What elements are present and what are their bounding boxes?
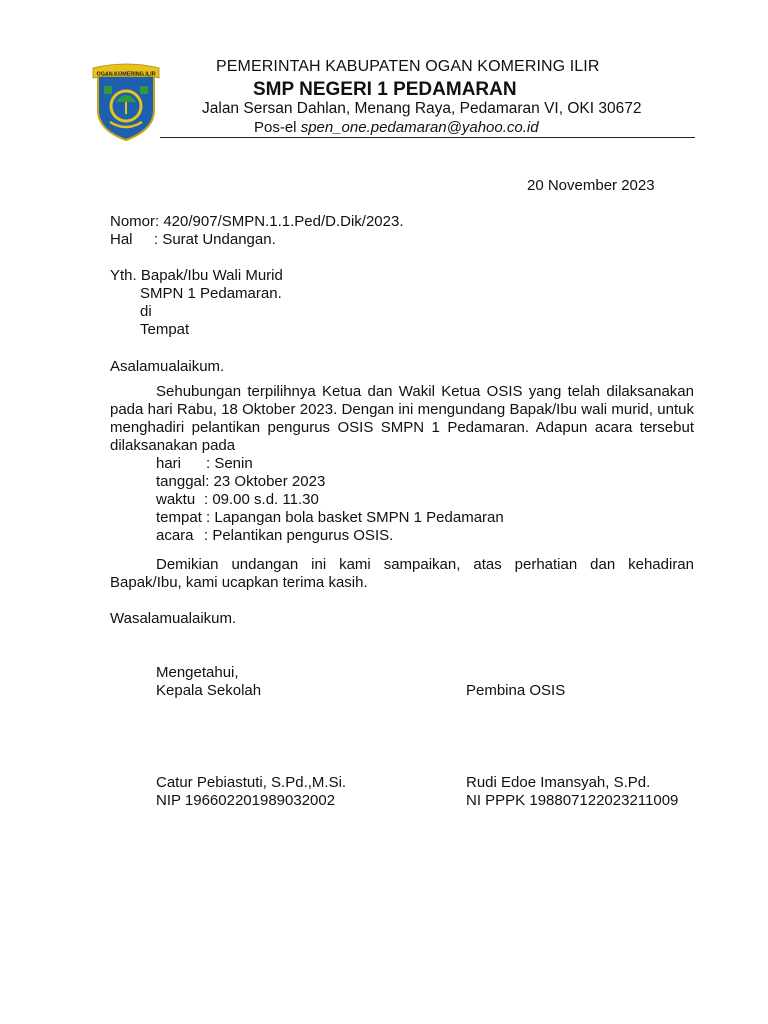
detail-key: hari (156, 455, 182, 472)
principal-title: Kepala Sekolah (156, 682, 262, 699)
advisor-id: NI PPPK 198807122023211009 (466, 792, 679, 809)
recipient-place: Tempat (140, 321, 190, 338)
letter-number-value: 420/907/SMPN.1.1.Ped/D.Dik/2023. (163, 213, 404, 230)
detail-key: acara (156, 527, 194, 544)
closing-paragraph-text: Demikian undangan ini kami sampaikan, atas perhatian dan kehadiran Bapak/Ibu, kami ucapkan terima kasih. (110, 556, 694, 591)
body-paragraph-text: Sehubungan terpilihnya Ketua dan Wakil Ketua OSIS yang telah dilaksanakan pada hari Rabu, 18 Oktober 2023. Dengan ini mengundang Bapak/Ibu wali murid, untuk menghadiri pelantikan pengurus OSIS SMPN 1 Pedamaran. Adapun acara tersebut dilaksanakan pada (110, 383, 694, 454)
detail-value: : Pelantikan pengurus OSIS. (204, 527, 394, 544)
detail-row (156, 509, 504, 527)
school-name: SMP NEGERI 1 PEDAMARAN (253, 79, 517, 100)
detail-row (156, 527, 393, 545)
closing-paragraph (110, 556, 694, 592)
detail-row (156, 455, 253, 473)
letter-number (110, 213, 403, 231)
detail-key: waktu (156, 491, 196, 508)
school-email: spen_one.pedamaran@yahoo.co.id (300, 119, 539, 136)
letter-subject-label: Hal (110, 231, 133, 248)
detail-row (156, 473, 325, 491)
logo-ribbon-text: OGAN KOMERING ILIR (96, 71, 156, 78)
school-address: Jalan Sersan Dahlan, Menang Raya, Pedamaran VI, OKI 30672 (202, 100, 642, 117)
letter-subject (110, 231, 276, 249)
farewell: Wasalamualaikum. (110, 610, 237, 627)
principal-nip: NIP 196602201989032002 (156, 792, 336, 809)
school-email-line (254, 119, 539, 137)
regency-logo-icon (90, 62, 162, 142)
body-paragraph (110, 383, 694, 455)
detail-value: : 09.00 s.d. 11.30 (204, 491, 319, 508)
letter-date: 20 November 2023 (527, 177, 655, 194)
email-label: Pos-el (254, 119, 301, 136)
detail-value: : Senin (206, 455, 253, 472)
detail-value: : 23 Oktober 2023 (205, 473, 326, 490)
government-name: PEMERINTAH KABUPATEN OGAN KOMERING ILIR (216, 58, 600, 75)
detail-value: : Lapangan bola basket SMPN 1 Pedamaran (201, 509, 504, 526)
letter-subject-value: : Surat Undangan. (154, 231, 276, 248)
detail-key: tanggal (156, 473, 206, 490)
greeting: Asalamualaikum. (110, 358, 225, 375)
detail-row (156, 491, 319, 509)
acknowledged-label: Mengetahui, (156, 664, 239, 681)
letter-number-label: Nomor: (110, 213, 164, 230)
principal-name: Catur Pebiastuti, S.Pd.,M.Si. (156, 774, 347, 791)
advisor-name: Rudi Edoe Imansyah, S.Pd. (466, 774, 651, 791)
recipient-di: di (140, 303, 152, 320)
letterhead-divider (160, 137, 695, 138)
detail-key: tempat (156, 509, 202, 526)
recipient-school: SMPN 1 Pedamaran. (140, 285, 282, 302)
advisor-title: Pembina OSIS (466, 682, 566, 699)
recipient-line: Yth. Bapak/Ibu Wali Murid (110, 267, 283, 284)
